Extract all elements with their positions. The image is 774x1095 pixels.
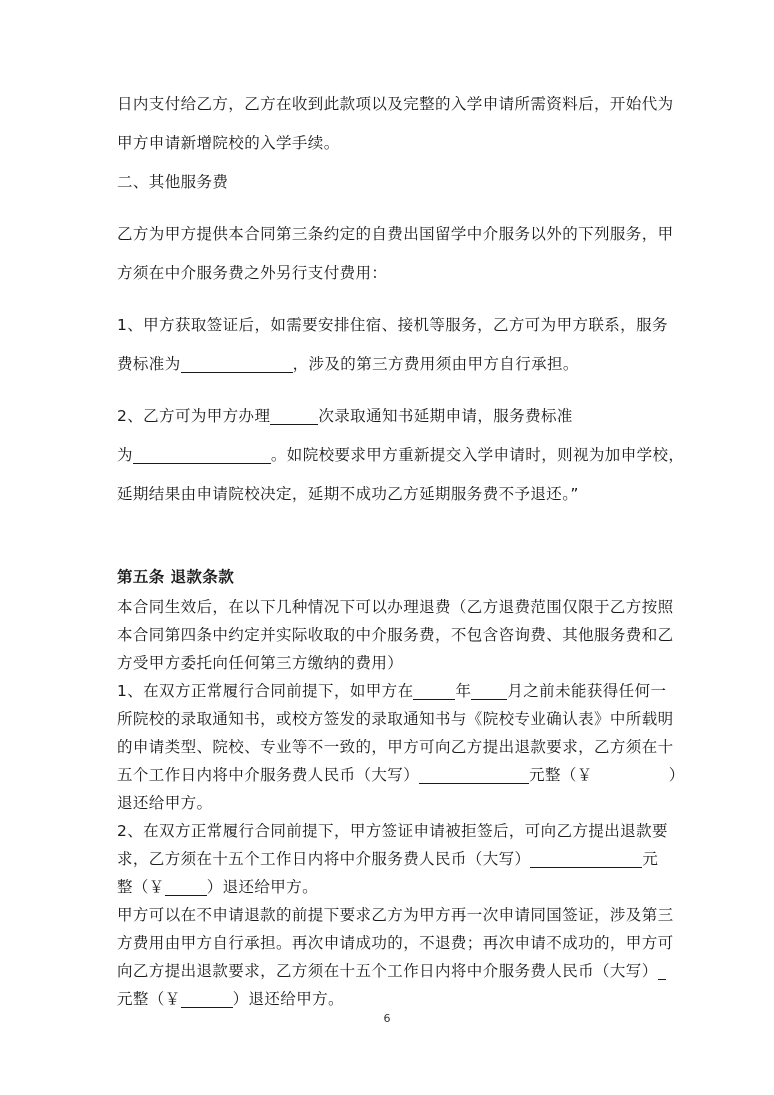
text-segment: ）: [668, 766, 685, 784]
fill-blank-year[interactable]: [413, 681, 455, 700]
text-line: 退还给甲方。: [117, 794, 213, 812]
text-line: 所院校的录取通知书，或校方签发的录取通知书与《院校专业确认表》中所载明: [117, 710, 674, 728]
fill-blank-month[interactable]: [471, 681, 507, 700]
section-heading-refund: 第五条 退款条款: [117, 568, 235, 586]
text-line: [117, 402, 662, 430]
text-line: 本合同生效后，在以下几种情况下可以办理退费（乙方退费范围仅限于乙方按照: [117, 598, 674, 616]
text-line: 方须在中介服务费之外另行支付费用：: [117, 264, 388, 282]
text-segment: 年: [455, 682, 472, 700]
fill-blank-amount-figure[interactable]: [181, 989, 233, 1008]
text-line: 的申请类型、院校、专业等不一致的，甲方可向乙方提出退款要求，乙方须在十: [117, 738, 674, 756]
text-line: [117, 845, 662, 873]
text-segment: 费标准为: [117, 355, 181, 373]
paragraph-1: [117, 90, 674, 157]
fill-blank-extension-fee[interactable]: [133, 445, 271, 464]
fill-blank-amount-words[interactable]: [530, 849, 642, 868]
text-line: [117, 873, 662, 901]
paragraph-9: [117, 901, 674, 1013]
section-subtitle-other-fees: 二、其他服务费: [117, 173, 229, 191]
text-segment: 五个工作日内将中介服务费人民币（大写）: [117, 766, 420, 784]
text-segment: ）退还给甲方。: [206, 878, 319, 896]
text-segment: ）退还给甲方。: [232, 990, 344, 1008]
fill-blank-amount-words[interactable]: [658, 961, 666, 980]
fill-blank-amount-words[interactable]: [419, 765, 529, 784]
text-segment: 元整（￥: [117, 990, 181, 1008]
text-line: 日内支付给乙方，乙方在收到此款项以及完整的入学申请所需资料后，开始代为: [117, 95, 674, 113]
page-number: 6: [383, 1012, 391, 1025]
fill-blank-amount-figure[interactable]: [165, 877, 207, 896]
paragraph-4: [117, 311, 668, 378]
text-segment: 求，乙方须在十五个工作日内将中介服务费人民币（大写）: [117, 850, 531, 868]
text-line: 甲方申请新增院校的入学手续。: [117, 134, 340, 152]
text-line: [117, 677, 667, 705]
text-segment: 月之前未能获得任何一: [507, 682, 667, 700]
fill-blank-extension-count[interactable]: [270, 406, 318, 425]
text-line: 方费用由甲方自行承担。再次申请成功的，不退费；再次申请不成功的，甲方可: [117, 934, 674, 952]
text-segment: 整（￥: [117, 878, 165, 896]
text-line: 延期结果由申请院校决定，延期不成功乙方延期服务费不予退还。”: [117, 485, 579, 503]
paragraph-3: [117, 220, 674, 287]
text-segment: ，涉及的第三方费用须由甲方自行承担。: [292, 355, 579, 373]
text-segment: 。如院校要求甲方重新提交入学申请时，则视为加申学校，: [270, 446, 685, 464]
paragraph-6: [117, 593, 674, 677]
text-line: [117, 957, 662, 985]
text-segment: 为: [117, 446, 133, 464]
paragraph-7: [117, 677, 685, 817]
text-segment: 1、在双方正常履行合同前提下，如甲方在: [117, 682, 414, 700]
fill-blank-service-fee[interactable]: [181, 354, 293, 373]
text-line: [117, 985, 662, 1013]
text-line: 1、甲方获取签证后，如需要安排住宿、接机等服务，乙方可为甲方联系，服务: [117, 316, 668, 334]
paragraph-8: [117, 817, 668, 901]
document-page: [117, 90, 685, 1013]
text-segment: 向乙方提出退款要求，乙方须在十五个工作日内将中介服务费人民币（大写）: [117, 962, 658, 980]
text-line: [117, 350, 662, 378]
text-segment: 元整（￥: [529, 766, 593, 784]
text-segment: 2、乙方可为甲方办理: [117, 407, 271, 425]
text-line: 2、在双方正常履行合同前提下，甲方签证申请被拒签后，可向乙方提出退款要: [117, 822, 668, 840]
text-line: [117, 441, 685, 469]
text-segment: 元: [642, 850, 659, 868]
text-line: 本合同第四条中约定并实际收取的中介服务费，不包含咨询费、其他服务费和乙: [117, 626, 674, 644]
text-segment: 次录取通知书延期申请，服务费标准: [318, 407, 573, 425]
text-line: 甲方可以在不申请退款的前提下要求乙方为甲方再一次申请同国签证，涉及第三: [117, 906, 674, 924]
paragraph-5: [117, 402, 685, 508]
text-line: [117, 761, 685, 789]
text-line: 乙方为甲方提供本合同第三条约定的自费出国留学中介服务以外的下列服务，甲: [117, 225, 674, 243]
text-line: 方受甲方委托向任何第三方缴纳的费用）: [117, 654, 404, 672]
